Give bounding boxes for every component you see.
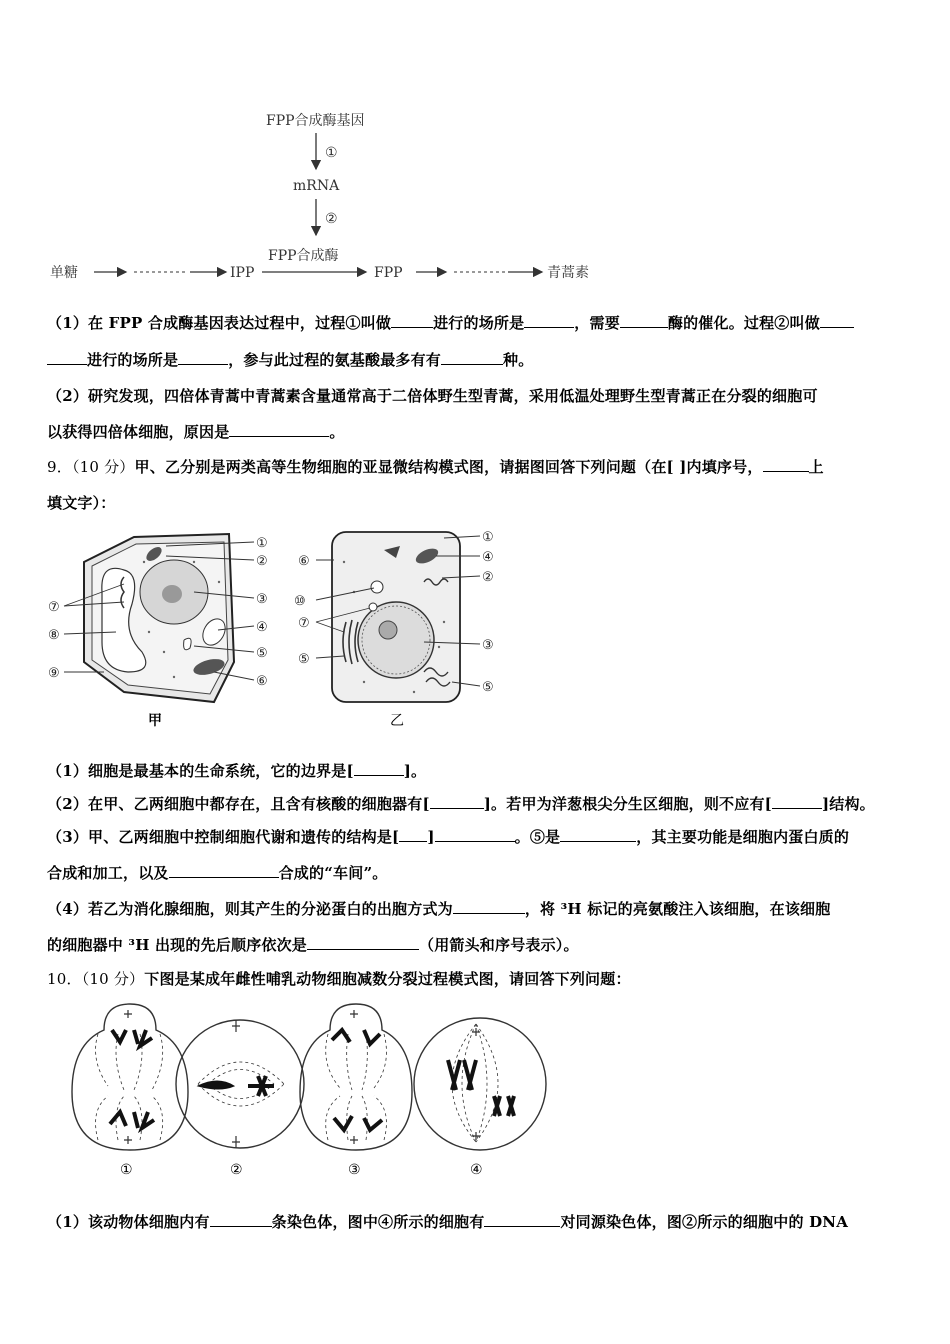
q9-title-line1 [47,456,824,477]
q9-title-text-c: 填文字）： [47,494,116,512]
cell-b-mark-7: ⑦ [298,616,310,631]
step2-label: ② [325,211,338,227]
cell-a-mark-6: ⑥ [256,674,268,689]
monosaccharide-label: 单糖 [50,265,78,281]
meiosis-cell-4 [414,1018,546,1150]
q10-part1 [47,1211,848,1232]
q9-title-text: 甲、乙分别是两类高等生物细胞的亚显微结构模式图，请据图回答下列问题（在[ ]内填序号， [134,458,763,476]
cell-diagrams-svg [44,522,514,737]
cell-b-mark-2: ② [482,570,494,585]
q8-part2-line2 [47,421,345,442]
artemisinin-label: 青蒿素 [547,265,589,281]
answer-blank[interactable] [354,761,404,776]
q8-part1-line2 [47,349,533,370]
cell-b-mark-5: ⑤ [298,652,310,667]
q10-p1-text-c: 对同源染色体，图②所示的细胞中的 DNA [560,1213,849,1231]
q10-title [47,968,631,989]
answer-blank[interactable] [620,313,668,328]
meiosis-cell-2 [176,1020,304,1148]
answer-blank[interactable] [178,350,228,365]
cell-a-mark-3: ③ [256,592,268,607]
q8-p1-text-a: （1）在 FPP 合成酶基因表达过程中，过程①叫做 [47,314,392,332]
q9-p3-text-a: （3）甲、乙两细胞中控制细胞代谢和遗传的结构是[ [47,828,400,846]
meiosis-diagrams-svg [48,1000,558,1190]
answer-blank[interactable] [47,350,87,365]
q9-part4-line2 [47,934,579,955]
q9-p3-text-c: 。⑤是 [514,828,561,846]
step1-label: ① [325,145,338,161]
cell-a-mark-4: ④ [256,620,268,635]
cell-b-mark-1: ① [482,530,494,545]
meiosis-label-4: ④ [470,1162,483,1178]
cell-a-label: 甲 [148,713,162,729]
q8-p1-text-f: ，参与此过程的氨基酸最多有有 [228,351,442,369]
q8-p1-text-c: ，需要 [574,314,620,332]
q8-p1-text-g: 种。 [503,351,534,369]
cell-a-mark-8: ⑧ [48,628,60,643]
q9-p2-text-b: ]。若甲为洋葱根尖分生区细胞，则不应有[ [483,795,772,813]
meiosis-cell-1 [72,1004,188,1150]
cell-b-mark-4: ④ [482,550,494,565]
answer-blank[interactable] [772,794,822,809]
meiosis-diagrams [48,1000,558,1190]
cell-b-mark-3: ③ [482,638,494,653]
answer-blank[interactable] [435,827,515,842]
answer-blank[interactable] [169,863,279,878]
q9-p4-text-d: （用箭头和序号表示）。 [419,936,579,954]
q9-p4-text-b: ，将 ³H 标记的亮氨酸注入该细胞，在该细胞 [524,900,831,918]
pathway-diagram [50,105,610,285]
q9-p3-text-f: 合成的“车间”。 [278,864,388,882]
cell-diagrams [44,522,514,737]
answer-blank[interactable] [210,1212,272,1227]
q9-p2-text-c: ]结构。 [821,795,875,813]
q8-part2-line1 [47,385,818,406]
q9-p4-text-a: （4）若乙为消化腺细胞，则其产生的分泌蛋白的出胞方式为 [47,900,453,918]
q10-score: （10 分） [81,970,145,988]
q9-p2-text-a: （2）在甲、乙两细胞中都存在，且含有核酸的细胞器有[ [47,795,430,813]
enzyme-label: FPP合成酶 [268,248,339,264]
gene-label: FPP合成酶基因 [266,113,365,129]
answer-blank[interactable] [560,827,636,842]
meiosis-cell-3 [300,1004,412,1150]
answer-blank[interactable] [484,1212,560,1227]
q9-p3-text-e: 合成和加工，以及 [47,864,169,882]
q8-p2-text-b: 。 [329,423,345,441]
answer-blank[interactable] [763,457,809,472]
meiosis-label-3: ③ [348,1162,361,1178]
answer-blank[interactable] [391,313,433,328]
q9-p1-text-a: （1）细胞是最基本的生命系统，它的边界是[ [47,762,354,780]
q9-p4-text-c: 的细胞器中 ³H 出现的先后顺序依次是 [47,936,307,954]
q9-part3-line2 [47,862,387,883]
q9-part4-line1 [47,898,830,919]
q8-p1-text-e: 进行的场所是 [87,351,179,369]
q9-p1-text-b: ]。 [403,762,427,780]
q10-title-text: 下图是某成年雌性哺乳动物细胞减数分裂过程模式图，请回答下列问题： [144,970,631,988]
cell-a-mark-7: ⑦ [48,600,60,615]
animal-cell [316,532,480,702]
answer-blank[interactable] [820,313,854,328]
ipp-label: IPP [230,265,255,281]
cell-b-mark-5b: ⑤ [482,680,494,695]
cell-b-mark-10: ⑩ [294,594,306,609]
q9-title-text-b: 上 [808,458,824,476]
cell-b-label: 乙 [390,713,404,729]
q8-p2-text: （2）研究发现，四倍体青蒿中青蒿素含量通常高于二倍体野生型青蒿，采用低温处理野生型青蒿正在分裂的细胞可 [47,387,818,405]
meiosis-label-1: ① [120,1162,133,1178]
mrna-label: mRNA [293,178,340,194]
answer-blank[interactable] [453,899,525,914]
q9-part3-line1 [47,826,849,847]
answer-blank[interactable] [229,422,329,437]
cell-b-mark-6: ⑥ [298,554,310,569]
q9-p3-text-d: ，其主要功能是细胞内蛋白质的 [636,828,850,846]
fpp-label: FPP [374,265,403,281]
q10-p1-text-b: 条染色体，图中④所示的细胞有 [271,1213,485,1231]
q9-part2 [47,793,875,814]
cell-a-mark-2: ② [256,554,268,569]
q8-p1-text-b: 进行的场所是 [433,314,525,332]
answer-blank[interactable] [399,827,427,842]
q9-number: 9． [47,458,72,476]
plant-cell [64,534,254,702]
q8-p2-text-a: 以获得四倍体细胞，原因是 [47,423,230,441]
q9-p3-text-b: ] [427,828,435,846]
q10-number: 10． [47,970,82,988]
cell-a-mark-5: ⑤ [256,646,268,661]
q10-p1-text-a: （1）该动物体细胞内有 [47,1213,210,1231]
answer-blank[interactable] [441,350,503,365]
answer-blank[interactable] [430,794,484,809]
answer-blank[interactable] [524,313,574,328]
q8-part1-line1 [47,312,854,333]
q9-score: （10 分） [71,458,135,476]
cell-a-mark-1: ① [256,536,268,551]
q8-p1-text-d: 酶的催化。过程②叫做 [667,314,820,332]
cell-a-mark-9: ⑨ [48,666,60,681]
pathway-diagram-svg [50,105,610,285]
meiosis-label-2: ② [230,1162,243,1178]
q9-title-line2 [47,492,116,513]
q9-part1 [47,760,426,781]
answer-blank[interactable] [307,935,419,950]
